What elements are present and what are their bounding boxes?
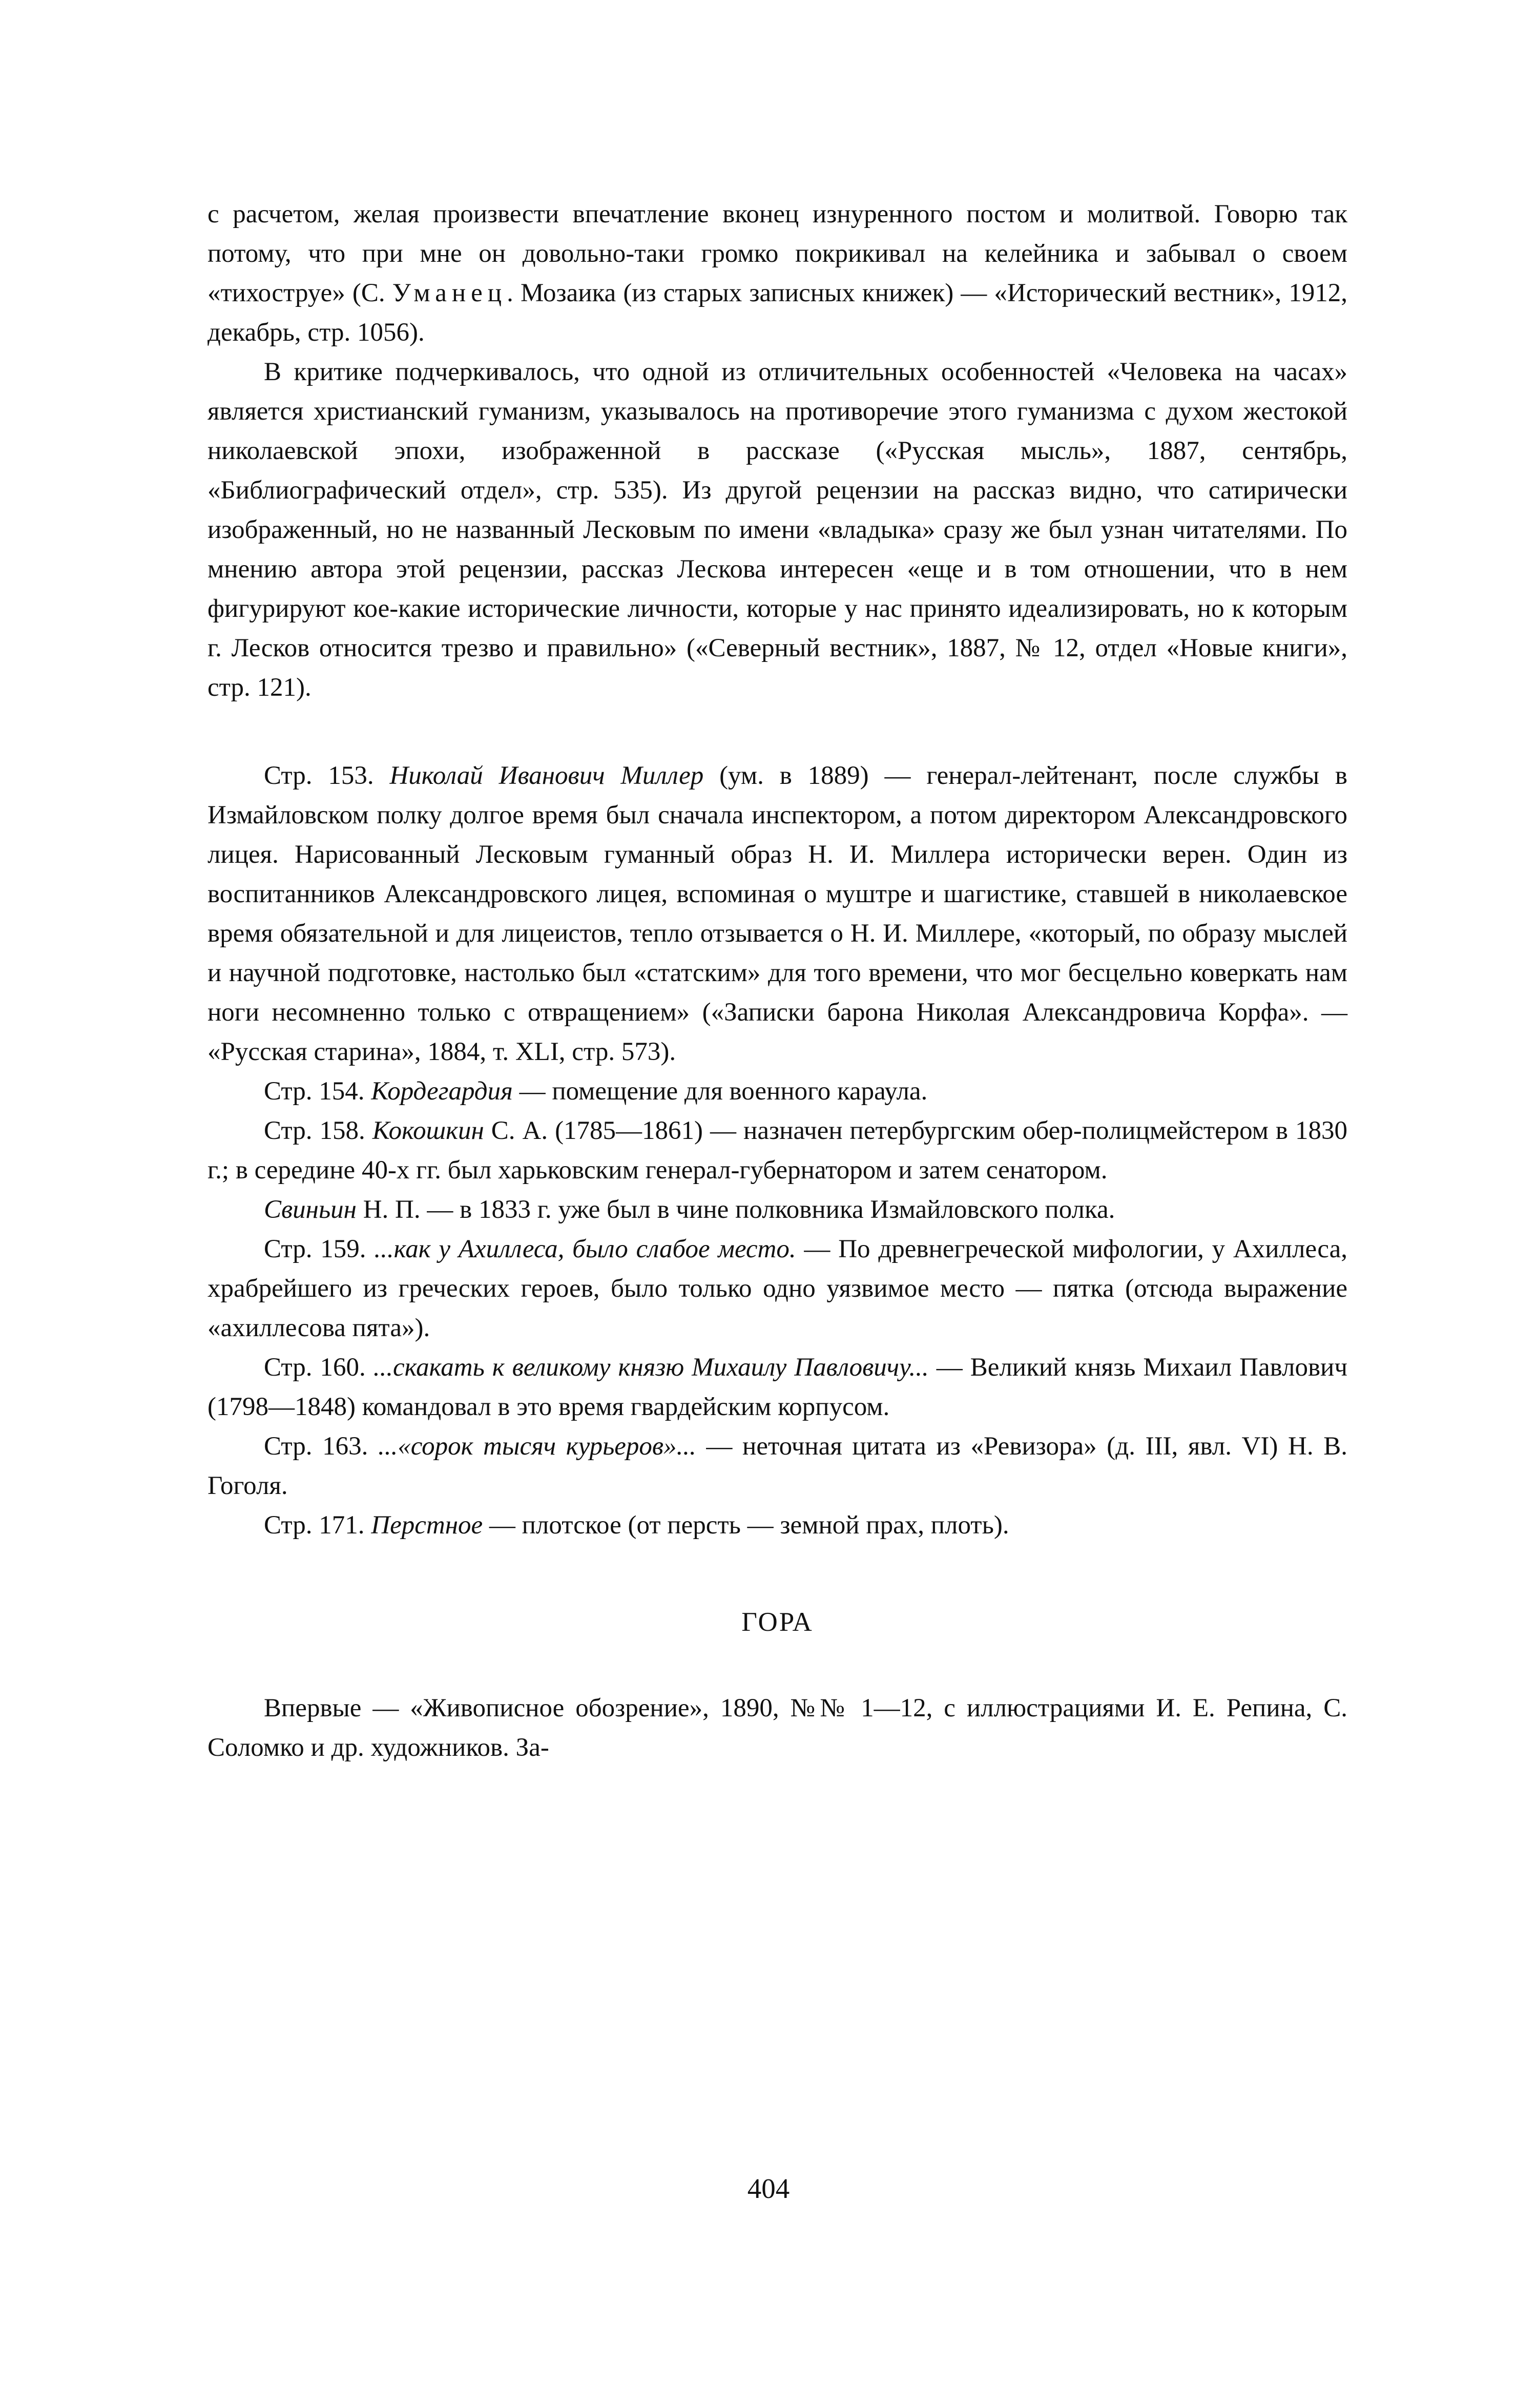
- paragraph: [207, 1427, 1347, 1506]
- text-run: — плотское (от персть — земной прах, плоть).: [483, 1511, 1009, 1540]
- text-run: — неточная цитата из «Ревизора» (д. III, явл. VI) Н. В. Гоголя.: [207, 1432, 1347, 1500]
- text-run: В критике подчеркивалось, что одной из отличительных особенностей «Человека на часах» является христианский гуманизм, указывалось на противоречие этого гуманизма с духом жестокой николаевской эпохи, изображенной в рассказе («Русская мысль», 1887, сентябрь, «Библиографический отдел», стр. 535). Из другой рецензии на рассказ видно, что сатирически изображенный, но не названный Лесковым по имени «владыка» сразу же был узнан читателями. По мнению автора этой рецензии, рассказ Лескова интересен «еще и в том отношении, что в нем фигурируют кое-какие исторические личности, которые у нас принято идеализировать, но к которым г. Лесков относится трезво и правильно» («Северный вестник», 1887, № 12, отдел «Новые книги», стр. 121).: [207, 358, 1347, 702]
- paragraph: [207, 1190, 1347, 1230]
- paragraph: [207, 1072, 1347, 1111]
- italic-term: Николай Иванович Миллер: [389, 761, 704, 790]
- text-run: Стр. 171.: [264, 1511, 371, 1540]
- section-heading: ГОРА: [741, 1607, 814, 1637]
- paragraph: [207, 756, 1347, 1072]
- paragraph: [207, 1348, 1347, 1427]
- paragraph: [207, 352, 1347, 708]
- text-run: (ум. в 1889) — генерал-лейтенант, после службы в Измайловском полку долгое время был сначала инспектором, а потом директором Александровского лицея. Нарисованный Лесковым гуманный образ Н. И. Миллера исторически верен. Один из воспитанников Александровского лицея, вспоминая о муштре и шагистике, ставшей в николаевское время обязательной и для лицеистов, тепло отзывается о Н. И. Миллере, «который, по образу мыслей и научной подготовке, настолько был «статским» для того времени, что мог бесцельно коверкать нам ноги несомненно только с отвращением» («Записки барона Николая Александровича Корфа». — «Русская старина», 1884, т. XLI, стр. 573).: [207, 761, 1347, 1066]
- paragraph: [207, 1506, 1347, 1545]
- text-run: . Мозаика (из старых записных книжек) — «Исторический вестник», 1912, декабрь, стр. 1056).: [207, 279, 1347, 347]
- paragraph: [207, 195, 1347, 352]
- italic-term: ...скакать к великому князю Михаилу Павловичу...: [373, 1353, 929, 1382]
- italic-term: Кордегардия: [371, 1077, 513, 1106]
- closing-paragraph: Впервые — «Живописное обозрение», 1890, №№ 1—12, с иллюстрациями И. Е. Репина, С. Соломко и др. художников. За-: [207, 1694, 1347, 1762]
- text-run: — помещение для военного караула.: [512, 1077, 928, 1106]
- text-run: — По древнегреческой мифологии, у Ахиллеса, храбрейшего из греческих героев, было только одно уязвимое место — пятка (отсюда выражение «ахиллесова пята»).: [207, 1235, 1347, 1342]
- text-run: С. А. (1785—1861) — назначен петербургским обер-полицмейстером в 1830 г.; в середине 40-х гг. был харьковским генерал-губернатором и затем сенатором.: [207, 1116, 1347, 1185]
- text-run: с расчетом, желая произвести впечатление вконец изнуренного постом и молитвой. Говорю так потому, что при мне он довольно-таки громко покрикивал на келейника и забывал о своем «тихоструе» (С.: [207, 200, 1347, 307]
- page-number: 404: [747, 2173, 790, 2204]
- text-run: Стр. 154.: [264, 1077, 371, 1106]
- italic-term: ...«сорок тысяч курьеров»...: [378, 1432, 696, 1461]
- italic-term: Кокошкин: [372, 1116, 484, 1145]
- spaced-name: Уманец: [392, 279, 507, 307]
- text-run: Стр. 163.: [264, 1432, 378, 1461]
- document-page: [207, 195, 1347, 1768]
- text-run: — Великий князь Михаил Павлович (1798—1848) командовал в это время гвардейским корпусом.: [207, 1353, 1347, 1421]
- body-text: [207, 195, 1347, 1545]
- text-run: Стр. 158.: [264, 1116, 372, 1145]
- text-run: Стр. 159.: [264, 1235, 375, 1263]
- text-run: Стр. 153.: [264, 761, 390, 790]
- paragraph: [207, 1230, 1347, 1348]
- text-run: Стр. 160.: [264, 1353, 373, 1382]
- italic-term: Перстное: [371, 1511, 483, 1540]
- italic-term: Свиньин: [264, 1195, 357, 1224]
- paragraph: [207, 1111, 1347, 1190]
- italic-term: ...как у Ахиллеса, было слабое место.: [374, 1235, 796, 1263]
- text-run: Н. П. — в 1833 г. уже был в чине полковника Измайловского полка.: [356, 1195, 1115, 1224]
